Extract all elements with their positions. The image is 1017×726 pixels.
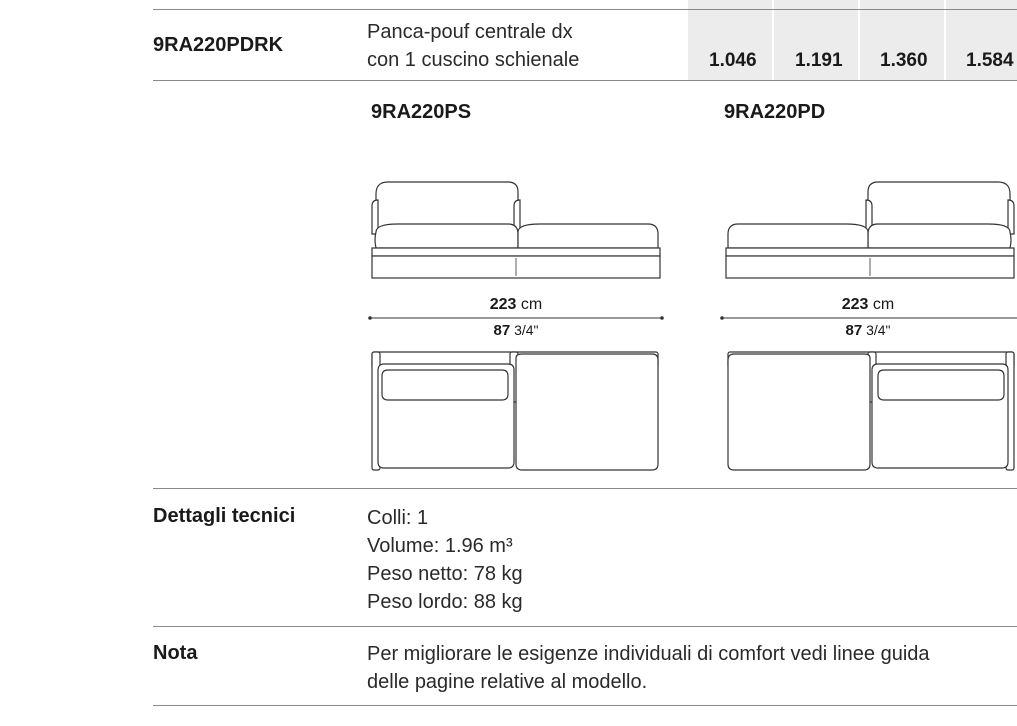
price-3: 1.360 [880,50,928,71]
note-text-line1: Per migliorare le esigenze individuali di comfort vedi linee guida [367,643,930,665]
technical-line: Peso netto: 78 kg [367,563,523,585]
divider [153,626,1017,627]
sofa-top-view-right [726,350,1016,472]
width-in-right: 87 3/4" [845,322,891,339]
width-cm-left: 223 cm [489,296,543,313]
divider [153,80,1017,81]
variant-code-right: 9RA220PD [724,101,826,123]
width-in-left: 87 3/4" [493,322,539,339]
note-text-line2: delle pagine relative al modello. [367,671,648,693]
note-label: Nota [153,642,198,664]
sofa-top-view-left [370,350,660,472]
divider [153,705,1017,706]
price-4: 1.584 [966,50,1014,71]
technical-line: Peso lordo: 88 kg [367,591,523,613]
sofa-front-view-right [722,176,1017,280]
product-description-line1: Panca-pouf centrale dx [367,21,573,43]
technical-line: Volume: 1.96 m³ [367,535,513,557]
width-cm-right: 223 cm [841,296,895,313]
product-description-line2: con 1 cuscino schienale [367,49,580,71]
sofa-front-view-left [368,176,664,280]
technical-line: Colli: 1 [367,507,429,529]
divider [153,488,1017,489]
variant-code-left: 9RA220PS [371,101,472,123]
divider [153,9,1017,10]
price-2: 1.191 [795,50,843,71]
technical-details-label: Dettagli tecnici [153,505,296,527]
price-1: 1.046 [709,50,757,71]
product-code: 9RA220PDRK [153,34,284,56]
